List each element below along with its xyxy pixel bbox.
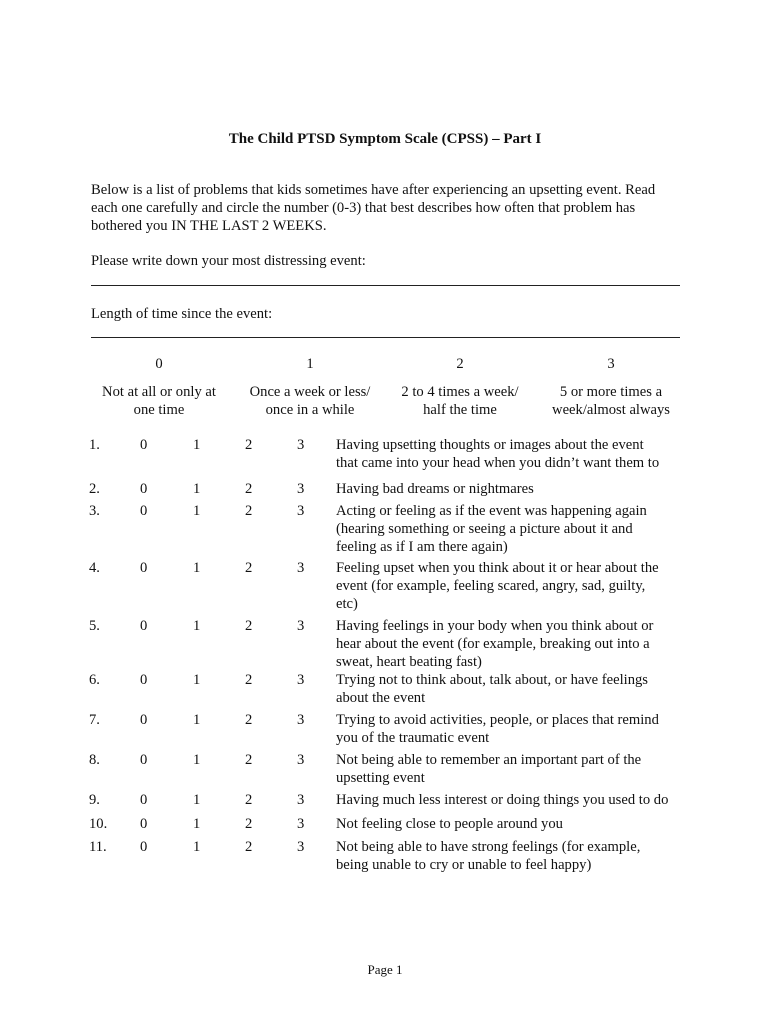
rating-option-2[interactable]: 2	[245, 712, 253, 728]
scale-label-line: one time	[133, 402, 185, 418]
scale-label-line: once in a while	[265, 402, 355, 418]
symptom-item	[0, 559, 770, 612]
rating-option-3[interactable]: 3	[297, 503, 305, 519]
item-number: 10.	[89, 816, 108, 832]
item-text-line: Trying not to think about, talk about, or have feelings	[336, 672, 648, 688]
item-text	[336, 559, 686, 613]
rating-option-2[interactable]: 2	[245, 839, 253, 855]
item-text-line: Having upsetting thoughts or images about the event	[336, 437, 644, 453]
symptom-item	[0, 436, 770, 471]
rating-option-0[interactable]: 0	[140, 712, 148, 728]
scale-label-line: 5 or more times a	[559, 384, 663, 400]
rating-option-1[interactable]: 1	[193, 752, 201, 768]
rating-option-2[interactable]: 2	[245, 618, 253, 634]
rating-option-2[interactable]: 2	[245, 481, 253, 497]
rating-option-3[interactable]: 3	[297, 839, 305, 855]
instructions-line: bothered you IN THE LAST 2 WEEKS.	[91, 218, 327, 234]
rating-option-0[interactable]: 0	[140, 503, 148, 519]
rating-option-1[interactable]: 1	[193, 712, 201, 728]
rating-option-0[interactable]: 0	[140, 481, 148, 497]
symptom-item	[0, 751, 770, 786]
item-text-line: Having feelings in your body when you think about or	[336, 618, 654, 634]
rating-option-3[interactable]: 3	[297, 560, 305, 576]
item-text	[336, 502, 686, 556]
rating-option-2[interactable]: 2	[245, 503, 253, 519]
rating-option-3[interactable]: 3	[297, 792, 305, 808]
symptom-item	[0, 617, 770, 670]
scale-value-2: 2	[456, 356, 464, 372]
rating-option-3[interactable]: 3	[297, 618, 305, 634]
item-number: 7.	[89, 712, 100, 728]
item-text-line: Trying to avoid activities, people, or places that remind	[336, 712, 659, 728]
item-number: 4.	[89, 560, 100, 576]
rating-option-1[interactable]: 1	[193, 560, 201, 576]
scale-label-0	[94, 383, 224, 419]
rating-option-1[interactable]: 1	[193, 503, 201, 519]
item-number: 2.	[89, 481, 100, 497]
item-number: 5.	[89, 618, 100, 634]
item-text-line: etc)	[336, 596, 358, 612]
scale-value-3: 3	[607, 356, 615, 372]
item-text	[336, 617, 686, 671]
rating-option-2[interactable]: 2	[245, 816, 253, 832]
item-text-line: Not being able to remember an important part of the	[336, 752, 642, 768]
time-answer-line[interactable]	[91, 337, 680, 338]
instructions	[91, 181, 691, 235]
event-prompt: Please write down your most distressing event:	[91, 253, 366, 269]
time-prompt: Length of time since the event:	[91, 306, 273, 322]
item-text	[336, 838, 686, 874]
rating-option-3[interactable]: 3	[297, 672, 305, 688]
rating-option-2[interactable]: 2	[245, 792, 253, 808]
item-text-line: upsetting event	[336, 770, 425, 786]
rating-option-2[interactable]: 2	[245, 560, 253, 576]
rating-option-0[interactable]: 0	[140, 792, 148, 808]
form-title: The Child PTSD Symptom Scale (CPSS) – Part I	[228, 131, 542, 147]
scale-label-1	[240, 383, 380, 419]
scale-label-2	[392, 383, 528, 419]
rating-option-3[interactable]: 3	[297, 481, 305, 497]
item-number: 8.	[89, 752, 100, 768]
rating-option-1[interactable]: 1	[193, 839, 201, 855]
item-text	[336, 436, 686, 472]
symptom-item	[0, 791, 770, 808]
scale-label-line: Not at all or only at	[102, 384, 216, 400]
rating-option-3[interactable]: 3	[297, 816, 305, 832]
scale-label-line: Once a week or less/	[249, 384, 371, 400]
item-text	[336, 791, 686, 809]
item-text-line: Feeling upset when you think about it or hear about the	[336, 560, 659, 576]
item-text	[336, 751, 686, 787]
item-text-line: Not being able to have strong feelings (for example,	[336, 839, 641, 855]
page-number: Page 1	[367, 962, 403, 977]
symptom-item	[0, 711, 770, 746]
rating-option-0[interactable]: 0	[140, 672, 148, 688]
rating-option-2[interactable]: 2	[245, 752, 253, 768]
item-text-line: (hearing something or seeing a picture about it and	[336, 521, 633, 537]
rating-option-2[interactable]: 2	[245, 672, 253, 688]
item-text-line: you of the traumatic event	[336, 730, 490, 746]
rating-option-1[interactable]: 1	[193, 792, 201, 808]
symptom-item	[0, 502, 770, 555]
rating-option-1[interactable]: 1	[193, 618, 201, 634]
item-text	[336, 815, 686, 833]
scale-label-line: week/almost always	[552, 402, 670, 418]
rating-option-3[interactable]: 3	[297, 752, 305, 768]
rating-option-1[interactable]: 1	[193, 481, 201, 497]
item-text-line: Having bad dreams or nightmares	[336, 481, 534, 497]
rating-option-0[interactable]: 0	[140, 560, 148, 576]
rating-option-0[interactable]: 0	[140, 839, 148, 855]
instructions-line: each one carefully and circle the number (0-3) that best describes how often that problem has	[91, 200, 636, 216]
instructions-line: Below is a list of problems that kids sometimes have after experiencing an upsetting event. Read	[91, 182, 656, 198]
symptom-item	[0, 815, 770, 832]
rating-option-3[interactable]: 3	[297, 437, 305, 453]
item-text-line: event (for example, feeling scared, angry, sad, guilty,	[336, 578, 646, 594]
symptom-item	[0, 480, 770, 497]
rating-option-0[interactable]: 0	[140, 618, 148, 634]
rating-option-1[interactable]: 1	[193, 672, 201, 688]
rating-option-2[interactable]: 2	[245, 437, 253, 453]
scale-label-line: 2 to 4 times a week/	[401, 384, 519, 400]
rating-option-0[interactable]: 0	[140, 437, 148, 453]
rating-option-0[interactable]: 0	[140, 752, 148, 768]
rating-option-3[interactable]: 3	[297, 712, 305, 728]
rating-option-1[interactable]: 1	[193, 816, 201, 832]
item-text-line: Acting or feeling as if the event was happening again	[336, 503, 647, 519]
item-text-line: hear about the event (for example, breaking out into a	[336, 636, 650, 652]
item-number: 11.	[89, 839, 107, 855]
scale-label-line: half the time	[423, 402, 497, 418]
item-text	[336, 480, 686, 498]
item-text-line: feeling as if I am there again)	[336, 539, 508, 555]
symptom-item	[0, 838, 770, 873]
item-text	[336, 671, 686, 707]
scale-value-0: 0	[155, 356, 163, 372]
item-number: 3.	[89, 503, 100, 519]
symptom-item	[0, 671, 770, 706]
rating-option-0[interactable]: 0	[140, 816, 148, 832]
item-text-line: Not feeling close to people around you	[336, 816, 563, 832]
scale-value-1: 1	[306, 356, 314, 372]
item-number: 6.	[89, 672, 100, 688]
item-text-line: that came into your head when you didn’t want them to	[336, 455, 660, 471]
item-text-line: sweat, heart beating fast)	[336, 654, 482, 670]
item-text-line: Having much less interest or doing things you used to do	[336, 792, 669, 808]
rating-option-1[interactable]: 1	[193, 437, 201, 453]
item-text-line: being unable to cry or unable to feel happy)	[336, 857, 592, 873]
item-number: 1.	[89, 437, 100, 453]
item-number: 9.	[89, 792, 100, 808]
item-text-line: about the event	[336, 690, 426, 706]
event-answer-line[interactable]	[91, 285, 680, 286]
item-text	[336, 711, 686, 747]
scale-label-3	[541, 383, 681, 419]
